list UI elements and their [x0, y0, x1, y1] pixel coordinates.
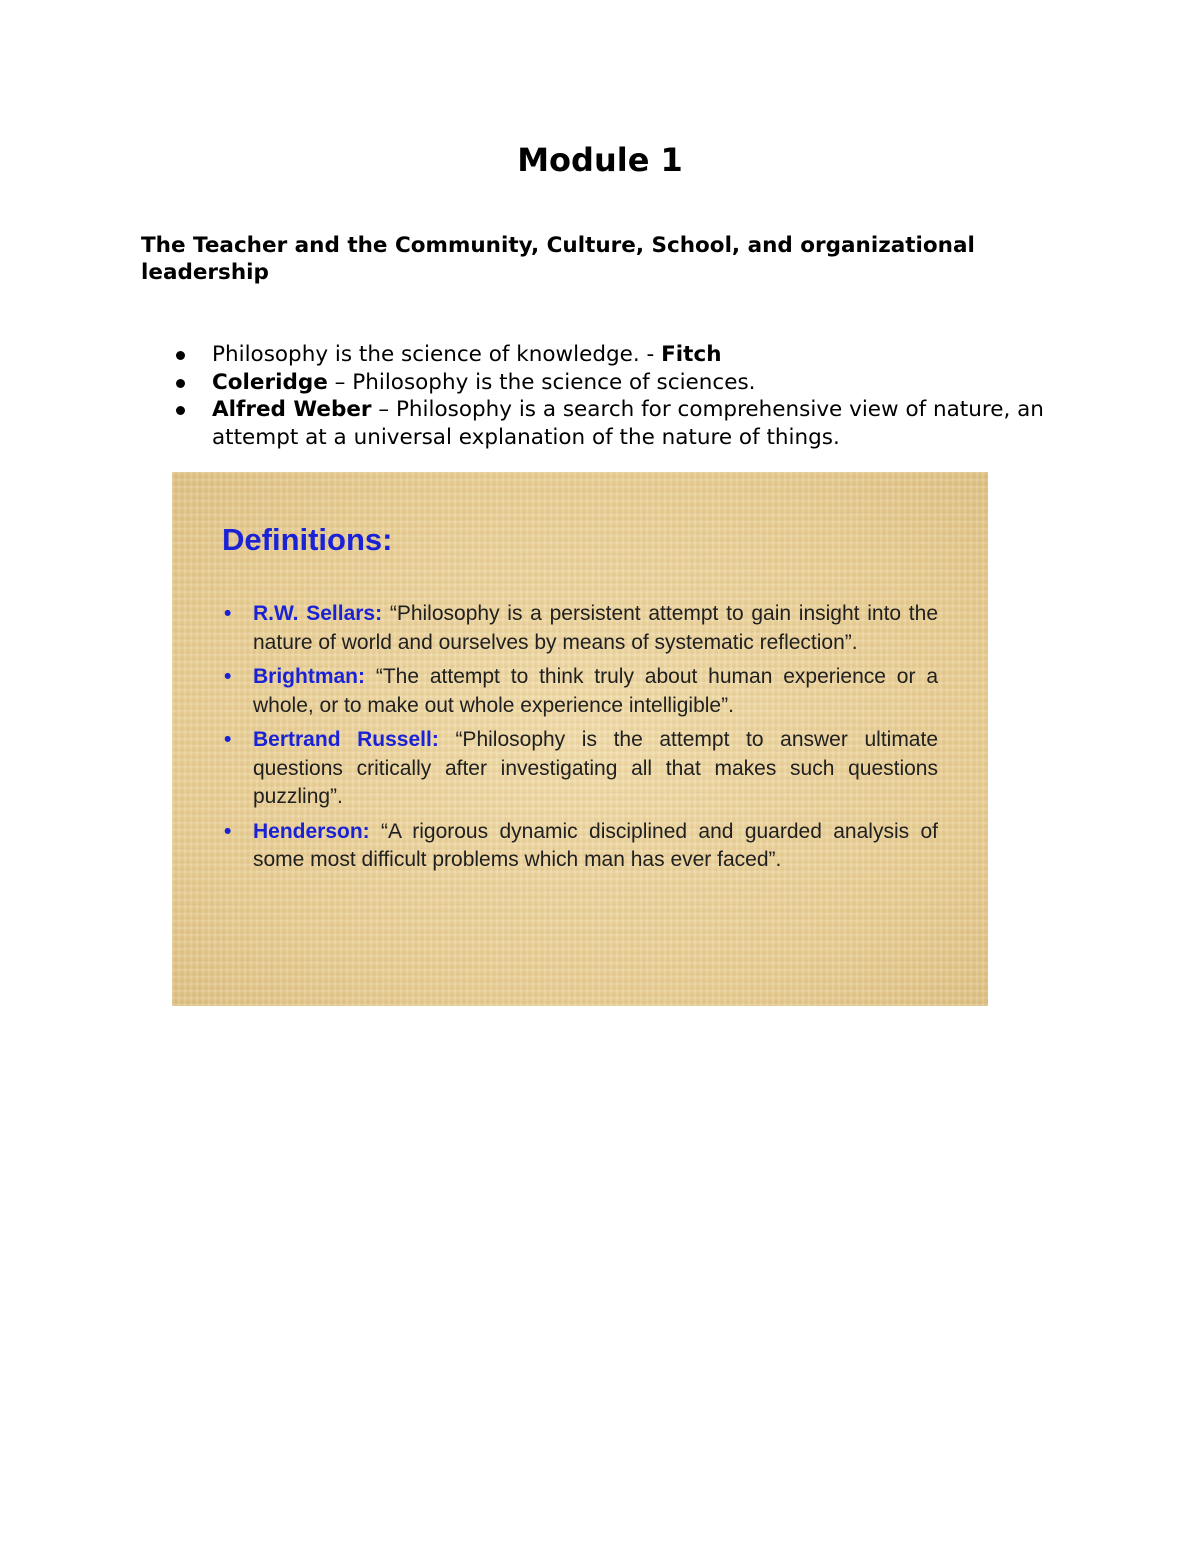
definition-russell — [222, 726, 938, 812]
philosophy-bullet-list — [141, 341, 1071, 451]
definitions-slide-image — [172, 472, 988, 1006]
bullet-text: – Philosophy is the science of sciences. — [327, 369, 756, 395]
page-title: Module 1 — [517, 141, 683, 179]
definition-name: R.W. Sellars: — [253, 602, 383, 625]
slide-bullet-icon: • — [224, 728, 232, 751]
bullet-fitch — [141, 341, 1071, 369]
definition-name: Bertrand Russell: — [253, 728, 439, 751]
definition-sellars — [222, 600, 938, 657]
definition-henderson — [222, 818, 938, 875]
slide-bullet-icon: • — [224, 819, 232, 843]
definition-text: “A rigorous dynamic disciplined and guarded analysis of some most difficult problems which man has ever faced”. — [253, 819, 938, 871]
definition-text: “Philosophy is the attempt to answer ultimate questions critically after investigating all that makes such questions puzzling”. — [253, 728, 938, 808]
definition-text: “The attempt to think truly about human experience or a whole, or to make out whole experience intelligible”. — [253, 665, 938, 717]
definition-name: Henderson: — [253, 819, 370, 843]
bullet-author: Alfred Weber — [212, 397, 372, 422]
slide-heading: Definitions: — [222, 522, 393, 557]
bullet-dot-icon — [176, 351, 185, 360]
definition-name: Brightman: — [253, 665, 365, 688]
bullet-dot-icon — [176, 406, 185, 415]
definitions-list — [222, 600, 938, 881]
bullet-text: Philosophy is the science of knowledge. - — [212, 342, 662, 367]
bullet-text: – Philosophy is a search for comprehensive view of nature, an attempt at a universal explanation of the nature of things. — [212, 397, 1044, 450]
bullet-dot-icon — [176, 379, 185, 388]
bullet-author: Coleridge — [212, 369, 328, 395]
slide-bullet-icon: • — [224, 602, 232, 625]
bullet-coleridge — [141, 369, 1071, 397]
definition-text: “Philosophy is a persistent attempt to gain insight into the nature of world and ourselves by means of systematic reflection”. — [253, 602, 938, 654]
document-subtitle: The Teacher and the Community, Culture, School, and organizational leadership — [141, 233, 975, 285]
bullet-alfred-weber — [141, 396, 1071, 451]
definition-brightman — [222, 663, 938, 720]
bullet-author: Fitch — [661, 342, 722, 367]
slide-bullet-icon: • — [224, 665, 232, 688]
